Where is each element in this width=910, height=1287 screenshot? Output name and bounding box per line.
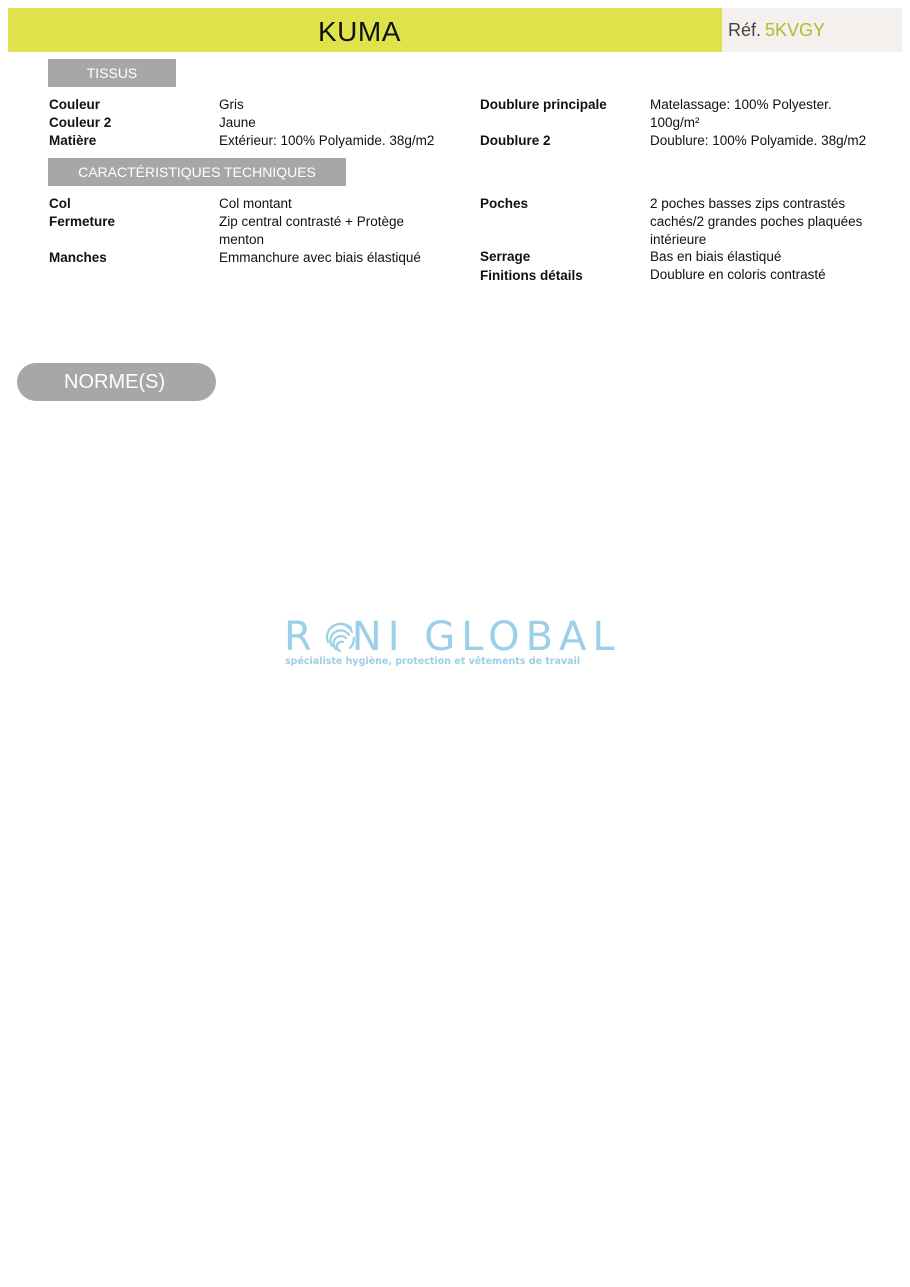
- field-value: Gris: [219, 97, 244, 112]
- field-label: Couleur 2: [49, 115, 112, 130]
- section-heading-norme: NORME(S): [17, 363, 216, 401]
- field-label: Finitions détails: [480, 268, 583, 283]
- logo-letter-r: R: [284, 614, 318, 660]
- header-bar: [8, 8, 722, 52]
- field-label: Manches: [49, 250, 107, 265]
- field-value: Doublure: 100% Polyamide. 38g/m2: [650, 133, 867, 148]
- field-label: Serrage: [480, 249, 531, 264]
- field-label: Col: [49, 196, 71, 211]
- logo-wordmark-rest: NI GLOBAL: [351, 614, 621, 660]
- field-value: Jaune: [219, 115, 256, 130]
- section-heading-tissus: TISSUS: [48, 59, 176, 87]
- field-label: Doublure principale: [480, 97, 607, 112]
- field-value: Extérieur: 100% Polyamide. 38g/m2: [219, 133, 435, 148]
- field-value: Matelassage: 100% Polyester. 100g/m²: [650, 97, 832, 130]
- field-label: Doublure 2: [480, 133, 551, 148]
- field-value: Col montant: [219, 196, 292, 211]
- fingerprint-icon: [323, 620, 357, 654]
- field-value: Doublure en coloris contrasté: [650, 267, 826, 282]
- field-label: Matière: [49, 133, 97, 148]
- field-value: Zip central contrasté + Protège menton: [219, 214, 404, 247]
- field-value: Emmanchure avec biais élastiqué: [219, 250, 421, 265]
- reference: [728, 20, 825, 41]
- section-heading-caracteristiques: CARACTÉRISTIQUES TECHNIQUES: [48, 158, 346, 186]
- field-label: Poches: [480, 196, 529, 211]
- reference-label: Réf.: [728, 20, 762, 40]
- reference-box: [722, 8, 902, 52]
- logo-tagline: spécialiste hygiène, protection et vêtements de travail: [285, 656, 581, 667]
- reference-code: 5KVGY: [765, 20, 826, 40]
- roni-global-logo: [284, 616, 629, 676]
- field-label: Couleur: [49, 97, 101, 112]
- field-label: Fermeture: [49, 214, 116, 229]
- product-title: KUMA: [318, 16, 401, 47]
- field-value: Bas en biais élastiqué: [650, 249, 782, 264]
- field-value: 2 poches basses zips contrastés cachés/2 grandes poches plaquées intérieure: [650, 196, 863, 247]
